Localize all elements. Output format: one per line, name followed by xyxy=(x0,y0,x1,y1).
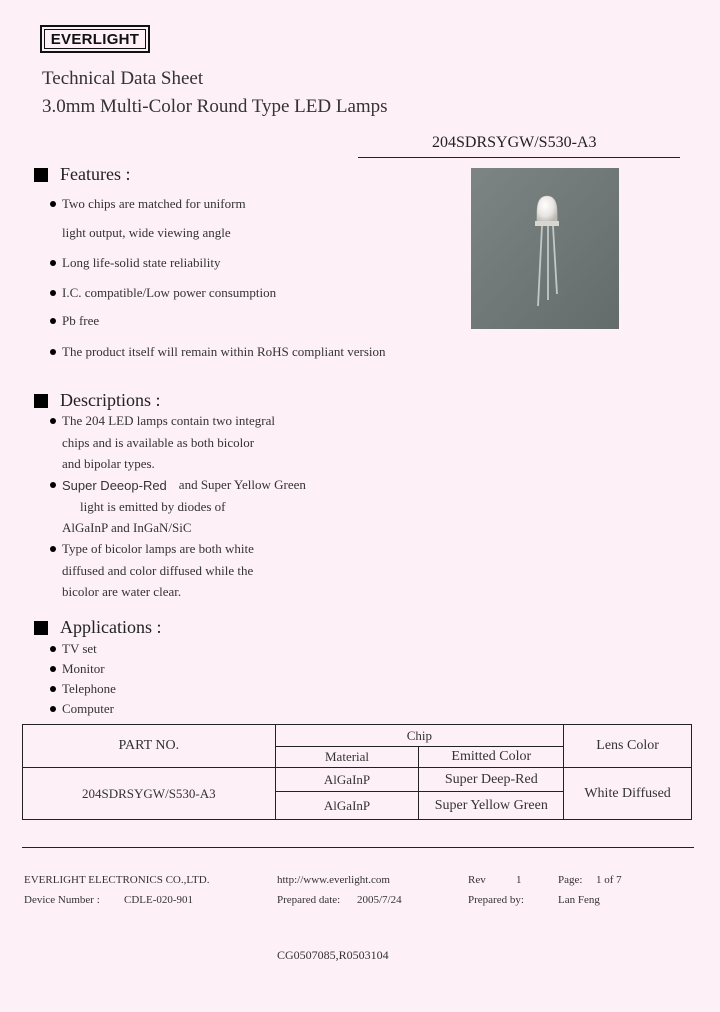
company-name: EVERLIGHT ELECTRONICS CO.,LTD. xyxy=(24,874,210,886)
bullet-icon xyxy=(50,349,56,355)
page-value: 1 of 7 xyxy=(596,874,622,886)
bullet-icon xyxy=(50,666,56,672)
list-item-text: The 204 LED lamps contain two integral xyxy=(62,413,276,428)
features-heading-text: Features : xyxy=(60,164,131,184)
led-product-photo xyxy=(471,168,619,329)
list-item-text: Telephone xyxy=(62,681,116,696)
bullet-icon xyxy=(50,260,56,266)
table-cell-lens: White Diffused xyxy=(564,768,692,820)
page-label: Page: xyxy=(558,874,583,886)
section-square-icon xyxy=(34,621,48,635)
list-item xyxy=(50,344,386,360)
list-item-continuation: bicolor are water clear. xyxy=(62,584,182,599)
list-item xyxy=(50,413,275,429)
list-item-text: Pb free xyxy=(62,313,100,328)
list-item-text: Monitor xyxy=(62,661,105,676)
table-cell-emitted: Super Deep-Red xyxy=(419,768,564,792)
table-header-part: PART NO. xyxy=(23,725,276,768)
part-number: 204SDRSYGW/S530-A3 xyxy=(432,134,597,151)
logo-text: EVERLIGHT xyxy=(44,29,146,49)
bullet-icon xyxy=(50,646,56,652)
list-item xyxy=(50,661,105,677)
prepared-by-value: Lan Feng xyxy=(558,894,600,906)
document-code: CG0507085,R0503104 xyxy=(277,948,389,962)
table-header-emitted: Emitted Color xyxy=(419,747,564,768)
list-item xyxy=(50,641,97,657)
bullet-icon xyxy=(50,706,56,712)
table-cell-part: 204SDRSYGW/S530-A3 xyxy=(23,768,276,820)
device-number-label: Device Number : xyxy=(24,894,100,906)
bullet-icon xyxy=(50,418,56,424)
list-item xyxy=(50,681,116,697)
list-item-continuation: AlGaInP and InGaN/SiC xyxy=(62,520,192,535)
table-header-material: Material xyxy=(275,747,419,768)
list-item-continuation: chips and is available as both bicolor xyxy=(62,435,255,450)
footer-divider xyxy=(22,847,694,848)
bullet-icon xyxy=(50,686,56,692)
table-header-lens: Lens Color xyxy=(564,725,692,768)
list-item xyxy=(50,541,254,557)
bullet-icon xyxy=(50,290,56,296)
prepared-by-label: Prepared by: xyxy=(468,894,524,906)
list-item-text: Two chips are matched for uniform xyxy=(62,196,246,211)
doc-subtitle: 3.0mm Multi-Color Round Type LED Lamps xyxy=(42,96,388,117)
rev-label: Rev xyxy=(468,874,486,886)
table-row xyxy=(23,768,692,792)
descriptions-heading-text: Descriptions : xyxy=(60,390,161,410)
list-item-continuation: light output, wide viewing angle xyxy=(62,225,231,240)
list-item xyxy=(50,477,306,493)
features-heading xyxy=(34,164,130,185)
list-item xyxy=(50,313,99,329)
list-item-continuation: light is emitted by diodes of xyxy=(80,499,226,514)
table-cell-material: AlGaInP xyxy=(275,768,419,792)
list-item xyxy=(50,285,276,301)
table-cell-emitted: Super Yellow Green xyxy=(419,792,564,820)
list-item-text: Computer xyxy=(62,701,114,716)
spec-table xyxy=(22,724,692,820)
list-item xyxy=(50,255,221,271)
emphasis-text: Super Deeop-Red xyxy=(62,477,167,493)
bullet-icon xyxy=(50,546,56,552)
list-item-text: I.C. compatible/Low power consumption xyxy=(62,285,277,300)
bullet-icon xyxy=(50,201,56,207)
list-item-continuation: diffused and color diffused while the xyxy=(62,563,254,578)
website-link[interactable]: http://www.everlight.com xyxy=(277,874,390,886)
table-header-chip: Chip xyxy=(275,725,564,747)
list-item-text: TV set xyxy=(62,641,97,656)
prepared-date-value: 2005/7/24 xyxy=(357,894,402,906)
led-lamp-icon xyxy=(471,168,619,329)
list-item-text: Type of bicolor lamps are both white xyxy=(62,541,254,556)
device-number-value: CDLE-020-901 xyxy=(124,894,194,906)
bullet-icon xyxy=(50,318,56,324)
list-item-continuation: and bipolar types. xyxy=(62,456,155,471)
rev-value: 1 xyxy=(516,874,522,886)
list-item xyxy=(50,196,246,212)
prepared-date-label: Prepared date: xyxy=(277,894,341,906)
section-square-icon xyxy=(34,394,48,408)
section-square-icon xyxy=(34,168,48,182)
divider xyxy=(358,157,680,158)
everlight-logo xyxy=(40,25,150,53)
list-item-text: The product itself will remain within RoHS compliant version xyxy=(62,344,386,359)
applications-heading xyxy=(34,617,162,638)
doc-title: Technical Data Sheet xyxy=(42,68,204,89)
applications-heading-text: Applications : xyxy=(60,617,162,637)
list-item-text: and Super Yellow Green xyxy=(178,477,306,492)
list-item xyxy=(50,701,114,717)
descriptions-heading xyxy=(34,390,161,411)
bullet-icon xyxy=(50,482,56,488)
list-item-text: Long life-solid state reliability xyxy=(62,255,221,270)
table-cell-material: AlGaInP xyxy=(275,792,419,820)
